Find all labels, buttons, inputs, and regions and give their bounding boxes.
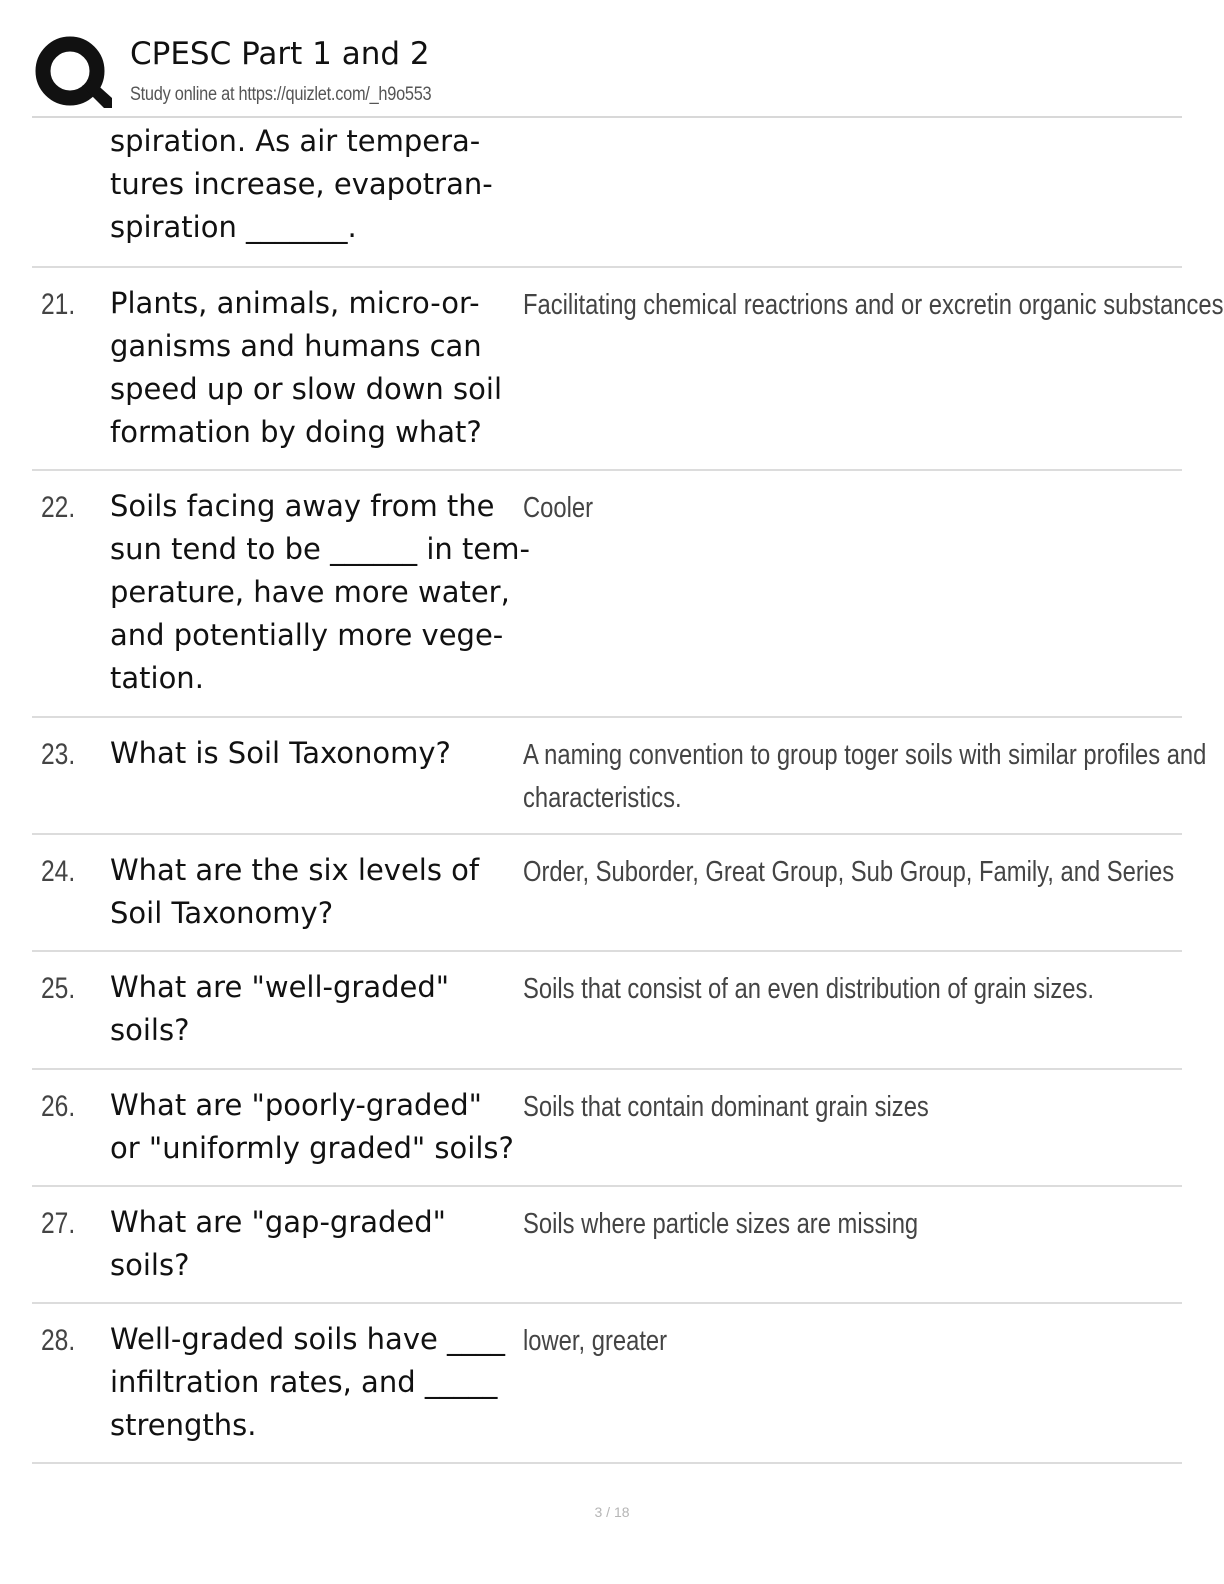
card-number: 21. (41, 288, 76, 321)
card-term (110, 485, 530, 700)
card-number: 22. (41, 491, 76, 524)
term-line: strengths. (110, 1408, 257, 1442)
page-header (32, 30, 1182, 118)
term-line: sun tend to be ______ in tem- (110, 532, 530, 566)
term-line: Plants, animals, micro-or- (110, 286, 480, 320)
term-line: tures increase, evapotran- (110, 167, 493, 201)
definition-line: Soils that consist of an even distribution of grain sizes. (523, 973, 1095, 1005)
card-definition (523, 851, 1175, 894)
card-definition (523, 1320, 1146, 1363)
term-line: perature, have more water, (110, 575, 510, 609)
card-definition (523, 487, 1146, 530)
card-definition (523, 284, 1224, 327)
flashcard-row (32, 1187, 1182, 1304)
flashcard-row (32, 835, 1182, 952)
term-line: and potentially more vege- (110, 618, 504, 652)
card-definition (523, 968, 1146, 1011)
term-line: Well-graded soils have ____ (110, 1322, 506, 1356)
term-line: spiration _______. (110, 210, 357, 244)
flashcard-row (32, 1070, 1182, 1187)
card-definition (523, 1086, 1146, 1129)
card-definition (523, 734, 1207, 820)
definition-line: Order, Suborder, Great Group, Sub Group, Family, and Series (523, 856, 1175, 888)
flashcard-row (32, 718, 1207, 835)
flashcard-row (32, 118, 1182, 268)
card-term (110, 1318, 530, 1447)
definition-line: A naming convention to group toger soils with similar profiles and (523, 739, 1207, 771)
term-line: spiration. As air tempera- (110, 124, 481, 158)
term-line: Soils facing away from the (110, 489, 495, 523)
term-line: tation. (110, 661, 204, 695)
definition-line: Facilitating chemical reactrions and or excretin organic substances (523, 289, 1224, 321)
card-term (110, 966, 530, 1052)
term-line: What is Soil Taxonomy? (110, 736, 451, 770)
flashcard-row (32, 471, 1182, 718)
flashcard-row (32, 952, 1182, 1070)
flashcard-list (32, 118, 1224, 1464)
term-line: What are the six levels of (110, 853, 480, 887)
card-term (110, 849, 530, 935)
term-line: soils? (110, 1013, 190, 1047)
definition-line: Soils where particle sizes are missing (523, 1208, 919, 1240)
term-line: What are "gap-graded" (110, 1205, 447, 1239)
term-line: ganisms and humans can (110, 329, 482, 363)
definition-line: Cooler (523, 492, 594, 524)
card-term (110, 1084, 530, 1170)
term-line: What are "well-graded" (110, 970, 450, 1004)
document-title: CPESC Part 1 and 2 (130, 36, 430, 72)
card-term (110, 120, 530, 249)
quizlet-q-logo-icon (32, 34, 112, 112)
card-number: 28. (41, 1324, 76, 1357)
card-term (110, 1201, 530, 1287)
definition-line: lower, greater (523, 1325, 668, 1357)
study-online-link[interactable]: Study online at https://quizlet.com/_h9o553 (130, 84, 432, 105)
card-definition (523, 1203, 1146, 1246)
page-number: 3 / 18 (594, 1504, 630, 1520)
definition-line: characteristics. (523, 782, 682, 814)
card-number: 25. (41, 972, 76, 1005)
flashcard-row (32, 1304, 1182, 1464)
term-line: infiltration rates, and _____ (110, 1365, 498, 1399)
card-number: 24. (41, 855, 76, 888)
definition-line: Soils that contain dominant grain sizes (523, 1091, 929, 1123)
term-line: Soil Taxonomy? (110, 896, 334, 930)
flashcard-row (32, 268, 1224, 471)
card-term (110, 282, 530, 454)
card-term (110, 732, 530, 775)
card-number: 23. (41, 738, 76, 771)
card-number: 26. (41, 1090, 76, 1123)
term-line: soils? (110, 1248, 190, 1282)
term-line: or "uniformly graded" soils? (110, 1131, 514, 1165)
term-line: What are "poorly-graded" (110, 1088, 482, 1122)
card-number: 27. (41, 1207, 76, 1240)
term-line: formation by doing what? (110, 415, 482, 449)
term-line: speed up or slow down soil (110, 372, 502, 406)
